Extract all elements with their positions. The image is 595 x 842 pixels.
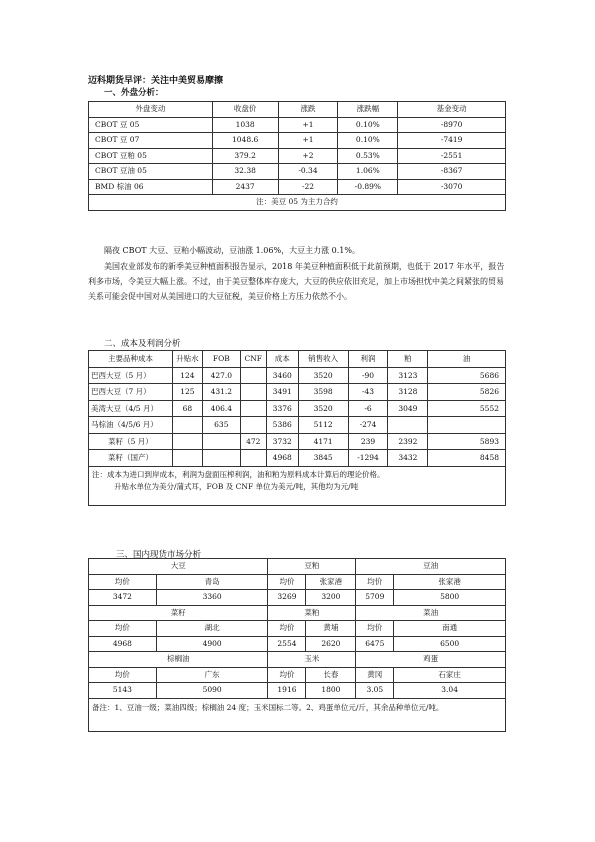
commodity-name: 棕榈油: [89, 652, 268, 668]
table-cell: 3520: [298, 367, 348, 384]
table-cell: -90: [348, 367, 388, 384]
table-cell: 427.0: [202, 367, 240, 384]
table-cell: 广东: [156, 667, 268, 683]
table-row: [89, 164, 506, 180]
table-cell: -7419: [398, 133, 506, 149]
table-cell: 8458: [428, 450, 506, 467]
table-cell: 美湾大豆（4/5 月）: [89, 400, 173, 417]
table-cell: 马棕油（4/5/6 月）: [89, 417, 173, 434]
table-cell: 3.05: [356, 683, 394, 699]
table-note-row: [89, 698, 506, 731]
table-cell: 张家港: [306, 574, 356, 590]
commodity-name-row: [89, 652, 506, 668]
table-cell: 0.10%: [338, 117, 398, 133]
table-cell: 5800: [394, 590, 506, 606]
table-cell: CBOT 豆 07: [89, 133, 213, 149]
commodity-name: 大豆: [89, 559, 268, 575]
commodity-name: 鸡蛋: [356, 652, 506, 668]
table-cell: 5143: [89, 683, 157, 699]
table-cell: 1916: [268, 683, 306, 699]
section1-heading: 一、外盘分析：: [104, 88, 164, 98]
table-row: [89, 417, 506, 434]
table-cell: 635: [202, 417, 240, 434]
value-row: [89, 683, 506, 699]
table-cell: 3520: [298, 400, 348, 417]
table-cell: 406.4: [202, 400, 240, 417]
table-cell: 3269: [268, 590, 306, 606]
table-cell: 2620: [306, 636, 356, 652]
table-cell: -3070: [398, 179, 506, 195]
commodity-name: 菜粕: [268, 605, 356, 621]
table-cell: [240, 450, 266, 467]
table-cell: CBOT 豆粕 05: [89, 148, 213, 164]
table-cell: CBOT 豆 05: [89, 117, 213, 133]
table-cell: -274: [348, 417, 388, 434]
table-note: [89, 466, 506, 505]
commodity-name-row: [89, 605, 506, 621]
table-note: 备注：1、豆油一级；菜油四级；棕榈油 24 度；玉米国标二等。2、鸡蛋单位元/斤，其余品种单位元/吨。: [89, 698, 506, 731]
cost-profit-table: [88, 350, 506, 506]
table-cell: 均价: [356, 621, 394, 637]
table-cell: 3491: [266, 384, 298, 401]
table-cell: 均价: [89, 574, 157, 590]
table-cell: 均价: [268, 667, 306, 683]
table-cell: [172, 433, 202, 450]
table-cell: 4968: [89, 636, 157, 652]
table-cell: -6: [348, 400, 388, 417]
table-cell: -8970: [398, 117, 506, 133]
table-cell: 6475: [356, 636, 394, 652]
commodity-name: 玉米: [268, 652, 356, 668]
commodity-name: 豆油: [356, 559, 506, 575]
header-cell: 升贴水: [172, 351, 202, 368]
table-cell: 巴西大豆（5 月）: [89, 367, 173, 384]
table-row: [89, 450, 506, 467]
table-cell: 4968: [266, 450, 298, 467]
header-cell: 外盘变动: [89, 102, 213, 118]
table-header-row: [89, 102, 506, 118]
table-cell: [240, 400, 266, 417]
table-cell: CBOT 豆油 05: [89, 164, 213, 180]
table-cell: 菜籽（5 月）: [89, 433, 173, 450]
table-cell: 1800: [306, 683, 356, 699]
table-cell: 68: [172, 400, 202, 417]
table-cell: +1: [278, 117, 338, 133]
commodity-name-row: [89, 559, 506, 575]
table-row: [89, 384, 506, 401]
table-cell: 3360: [156, 590, 268, 606]
table-cell: -22: [278, 179, 338, 195]
table-cell: 2554: [268, 636, 306, 652]
table-cell: 0.53%: [338, 148, 398, 164]
header-cell: 利润: [348, 351, 388, 368]
header-cell: 销售收入: [298, 351, 348, 368]
table-cell: 均价: [268, 621, 306, 637]
table-cell: 3049: [388, 400, 428, 417]
table-row: [89, 133, 506, 149]
commodity-name: 菜籽: [89, 605, 268, 621]
table-cell: 1.06%: [338, 164, 398, 180]
label-row: [89, 621, 506, 637]
table-cell: 均价: [89, 667, 157, 683]
table-cell: 125: [172, 384, 202, 401]
table-cell: -0.34: [278, 164, 338, 180]
table-cell: 5893: [428, 433, 506, 450]
table-cell: -2551: [398, 148, 506, 164]
table-cell: 张家港: [394, 574, 506, 590]
label-row: [89, 574, 506, 590]
table-cell: [388, 417, 428, 434]
spot-market-table: [88, 558, 506, 732]
table-cell: 1048.6: [212, 133, 278, 149]
note-line: 升贴水单位为美分/蒲式耳，FOB 及 CNF 单位为美元/吨，其他均为元/吨: [114, 481, 359, 491]
table-cell: BMD 棕油 06: [89, 179, 213, 195]
header-cell: 成本: [266, 351, 298, 368]
table-cell: 均价: [356, 574, 394, 590]
table-cell: -1294: [348, 450, 388, 467]
table-cell: 5709: [356, 590, 394, 606]
value-row: [89, 590, 506, 606]
table-cell: 2437: [212, 179, 278, 195]
table-cell: 4900: [156, 636, 268, 652]
table-cell: 6500: [394, 636, 506, 652]
header-cell: 主要品种成本: [89, 351, 173, 368]
header-cell: 收盘价: [212, 102, 278, 118]
table-cell: 黄冈: [356, 667, 394, 683]
table-cell: 5552: [428, 400, 506, 417]
table-cell: 均价: [268, 574, 306, 590]
header-cell: 涨跌: [278, 102, 338, 118]
table-cell: 3732: [266, 433, 298, 450]
table-cell: 472: [240, 433, 266, 450]
value-row: [89, 636, 506, 652]
header-cell: CNF: [240, 351, 266, 368]
table-cell: +1: [278, 133, 338, 149]
table-cell: 石家庄: [394, 667, 506, 683]
commodity-name: 菜油: [356, 605, 506, 621]
table-row: [89, 148, 506, 164]
header-cell: 基金变动: [398, 102, 506, 118]
table-cell: 3376: [266, 400, 298, 417]
table-cell: 3472: [89, 590, 157, 606]
table-row: [89, 433, 506, 450]
table-cell: 黄埔: [306, 621, 356, 637]
table-note-row: [89, 466, 506, 505]
table-cell: [172, 417, 202, 434]
table-cell: [240, 417, 266, 434]
overseas-market-table: [88, 101, 506, 211]
table-cell: 3460: [266, 367, 298, 384]
table-cell: 431.2: [202, 384, 240, 401]
table-row: [89, 400, 506, 417]
table-cell: 长春: [306, 667, 356, 683]
page-title: 迈科期货早评：关注中美贸易摩擦: [88, 76, 224, 86]
header-cell: 粕: [388, 351, 428, 368]
table-cell: 3598: [298, 384, 348, 401]
table-header-row: [89, 351, 506, 368]
table-cell: 0.10%: [338, 133, 398, 149]
table-cell: [428, 417, 506, 434]
table-cell: 32.38: [212, 164, 278, 180]
table-cell: 4171: [298, 433, 348, 450]
header-cell: 涨跌幅: [338, 102, 398, 118]
table-cell: 巴西大豆（7 月）: [89, 384, 173, 401]
table-cell: -8367: [398, 164, 506, 180]
table-cell: 1038: [212, 117, 278, 133]
paragraph-usda-report: 美国农业部发布的新季美豆种植面积报告显示，2018 年美豆种植面积低于此前预期，也低于 2017 年水平，报告利多市场，令美豆大幅上涨。不过，由于美豆整体库存庞大，大豆的供应依旧充足，加上市场担忧中美之间紧张的贸易关系可能会促中国对从美国进口的大豆征税，美豆价格上方压力依然不小。: [88, 262, 505, 301]
table-row: [89, 117, 506, 133]
table-cell: 湖北: [156, 621, 268, 637]
table-cell: [172, 450, 202, 467]
table-cell: 5826: [428, 384, 506, 401]
table-cell: 3200: [306, 590, 356, 606]
table-cell: 5686: [428, 367, 506, 384]
table-cell: 239: [348, 433, 388, 450]
table-row: [89, 367, 506, 384]
table-cell: 青岛: [156, 574, 268, 590]
table-note: 注：美豆 05 为主力合约: [89, 195, 506, 211]
header-cell: FOB: [202, 351, 240, 368]
table-cell: [240, 384, 266, 401]
table-cell: -0.89%: [338, 179, 398, 195]
table-cell: 3845: [298, 450, 348, 467]
table-cell: -43: [348, 384, 388, 401]
table-cell: 3.04: [394, 683, 506, 699]
table-cell: 均价: [89, 621, 157, 637]
label-row: [89, 667, 506, 683]
table-cell: 5386: [266, 417, 298, 434]
section3-heading: 三、国内现货市场分析: [116, 550, 202, 560]
table-cell: 3128: [388, 384, 428, 401]
table-row: [89, 179, 506, 195]
table-cell: 2392: [388, 433, 428, 450]
table-cell: 3432: [388, 450, 428, 467]
table-cell: 南通: [394, 621, 506, 637]
table-note-row: [89, 195, 506, 211]
table-cell: [202, 450, 240, 467]
table-cell: [240, 367, 266, 384]
commodity-name: 豆粕: [268, 559, 356, 575]
table-cell: 菜籽（国产）: [89, 450, 173, 467]
table-cell: 379.2: [212, 148, 278, 164]
section2-heading: 二、成本及利润分析: [104, 339, 181, 349]
header-cell: 油: [428, 351, 506, 368]
table-cell: [202, 433, 240, 450]
table-cell: 5112: [298, 417, 348, 434]
paragraph-overnight-summary: 隔夜 CBOT 大豆、豆粕小幅波动，豆油涨 1.06%，大豆主力涨 0.1%。: [104, 246, 360, 255]
note-line: 注：成本为进口到岸成本，利润为盘面压榨利润，油和粕为原料成本计算后的理论价格。: [92, 469, 385, 479]
table-cell: +2: [278, 148, 338, 164]
table-cell: 3123: [388, 367, 428, 384]
table-cell: 124: [172, 367, 202, 384]
table-cell: 5090: [156, 683, 268, 699]
